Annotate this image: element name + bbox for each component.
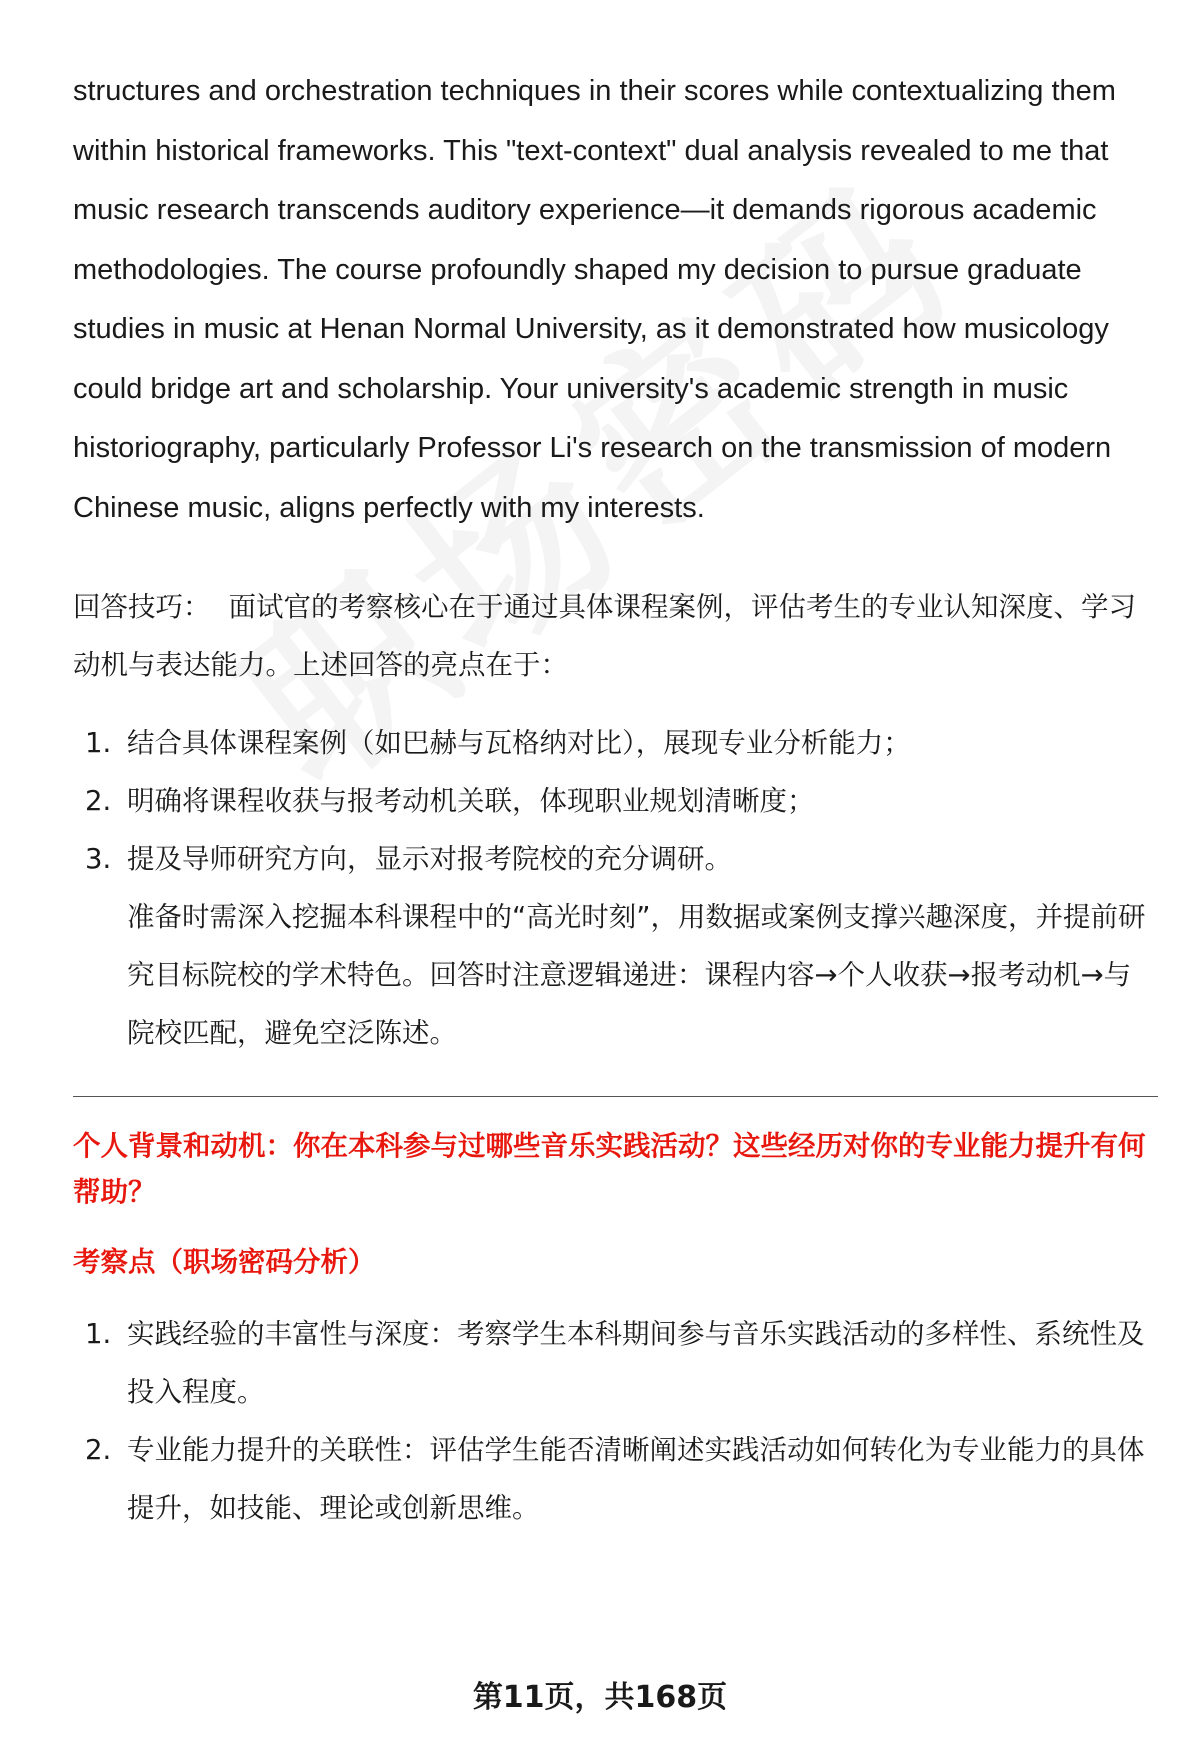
- list-item: [73, 714, 1158, 772]
- list-item-text: 实践经验的丰富性与深度：考察学生本科期间参与音乐实践活动的多样性、系统性及投入程度。: [127, 1318, 1145, 1408]
- list-number: 2.: [85, 1434, 112, 1466]
- highlights-list: [73, 714, 1158, 1062]
- page-footer: 第11页，共168页: [472, 1680, 728, 1715]
- question-title: 个人背景和动机：你在本科参与过哪些音乐实践活动？这些经历对你的专业能力提升有何帮助？: [73, 1130, 1146, 1208]
- list-number: 2.: [85, 785, 112, 817]
- list-number: 1.: [85, 1318, 112, 1350]
- preparation-advice: 准备时需深入挖掘本科课程中的“高光时刻”，用数据或案例支撑兴趣深度，并提前研究目标院校的学术特色。回答时注意逻辑递进：课程内容→个人收获→报考动机→与院校匹配，避免空泛陈述。: [127, 901, 1146, 1049]
- list-item-text: 结合具体课程案例（如巴赫与瓦格纳对比），展现专业分析能力；: [127, 727, 911, 759]
- list-item-text: 提及导师研究方向，显示对报考院校的充分调研。: [127, 843, 732, 875]
- answer-tip: [73, 578, 1158, 694]
- list-item: [73, 772, 1158, 830]
- list-item: [73, 830, 1158, 1062]
- list-number: 3.: [85, 843, 112, 875]
- list-item: [73, 1421, 1158, 1537]
- page-content: [73, 62, 1158, 1537]
- list-item: [73, 1305, 1158, 1421]
- list-item-text: 专业能力提升的关联性：评估学生能否清晰阐述实践活动如何转化为专业能力的具体提升，如技能、理论或创新思维。: [127, 1434, 1145, 1524]
- assessment-points-list: [73, 1305, 1158, 1537]
- english-answer-paragraph: structures and orchestration techniques in their scores while contextualizing them within historical frameworks. This "text-context" dual analysis revealed to me that music research transcends auditory experience—it demands rigorous academic methodologies. The course profoundly shaped my decision to pursue graduate studies in music at Henan Normal University, as it demonstrated how musicology could bridge art and scholarship. Your university's academic strength in music historiography, particularly Professor Li's research on the transmission of modern Chinese music, aligns perfectly with my interests.: [73, 75, 1116, 524]
- list-item-text: 明确将课程收获与报考动机关联，体现职业规划清晰度；: [127, 785, 815, 817]
- assessment-heading: 考察点（职场密码分析）: [73, 1246, 376, 1278]
- tip-label: 回答技巧：: [73, 591, 211, 623]
- section-divider: [73, 1096, 1158, 1097]
- list-number: 1.: [85, 727, 112, 759]
- tip-text: 面试官的考察核心在于通过具体课程案例，评估考生的专业认知深度、学习动机与表达能力。上述回答的亮点在于：: [73, 591, 1136, 681]
